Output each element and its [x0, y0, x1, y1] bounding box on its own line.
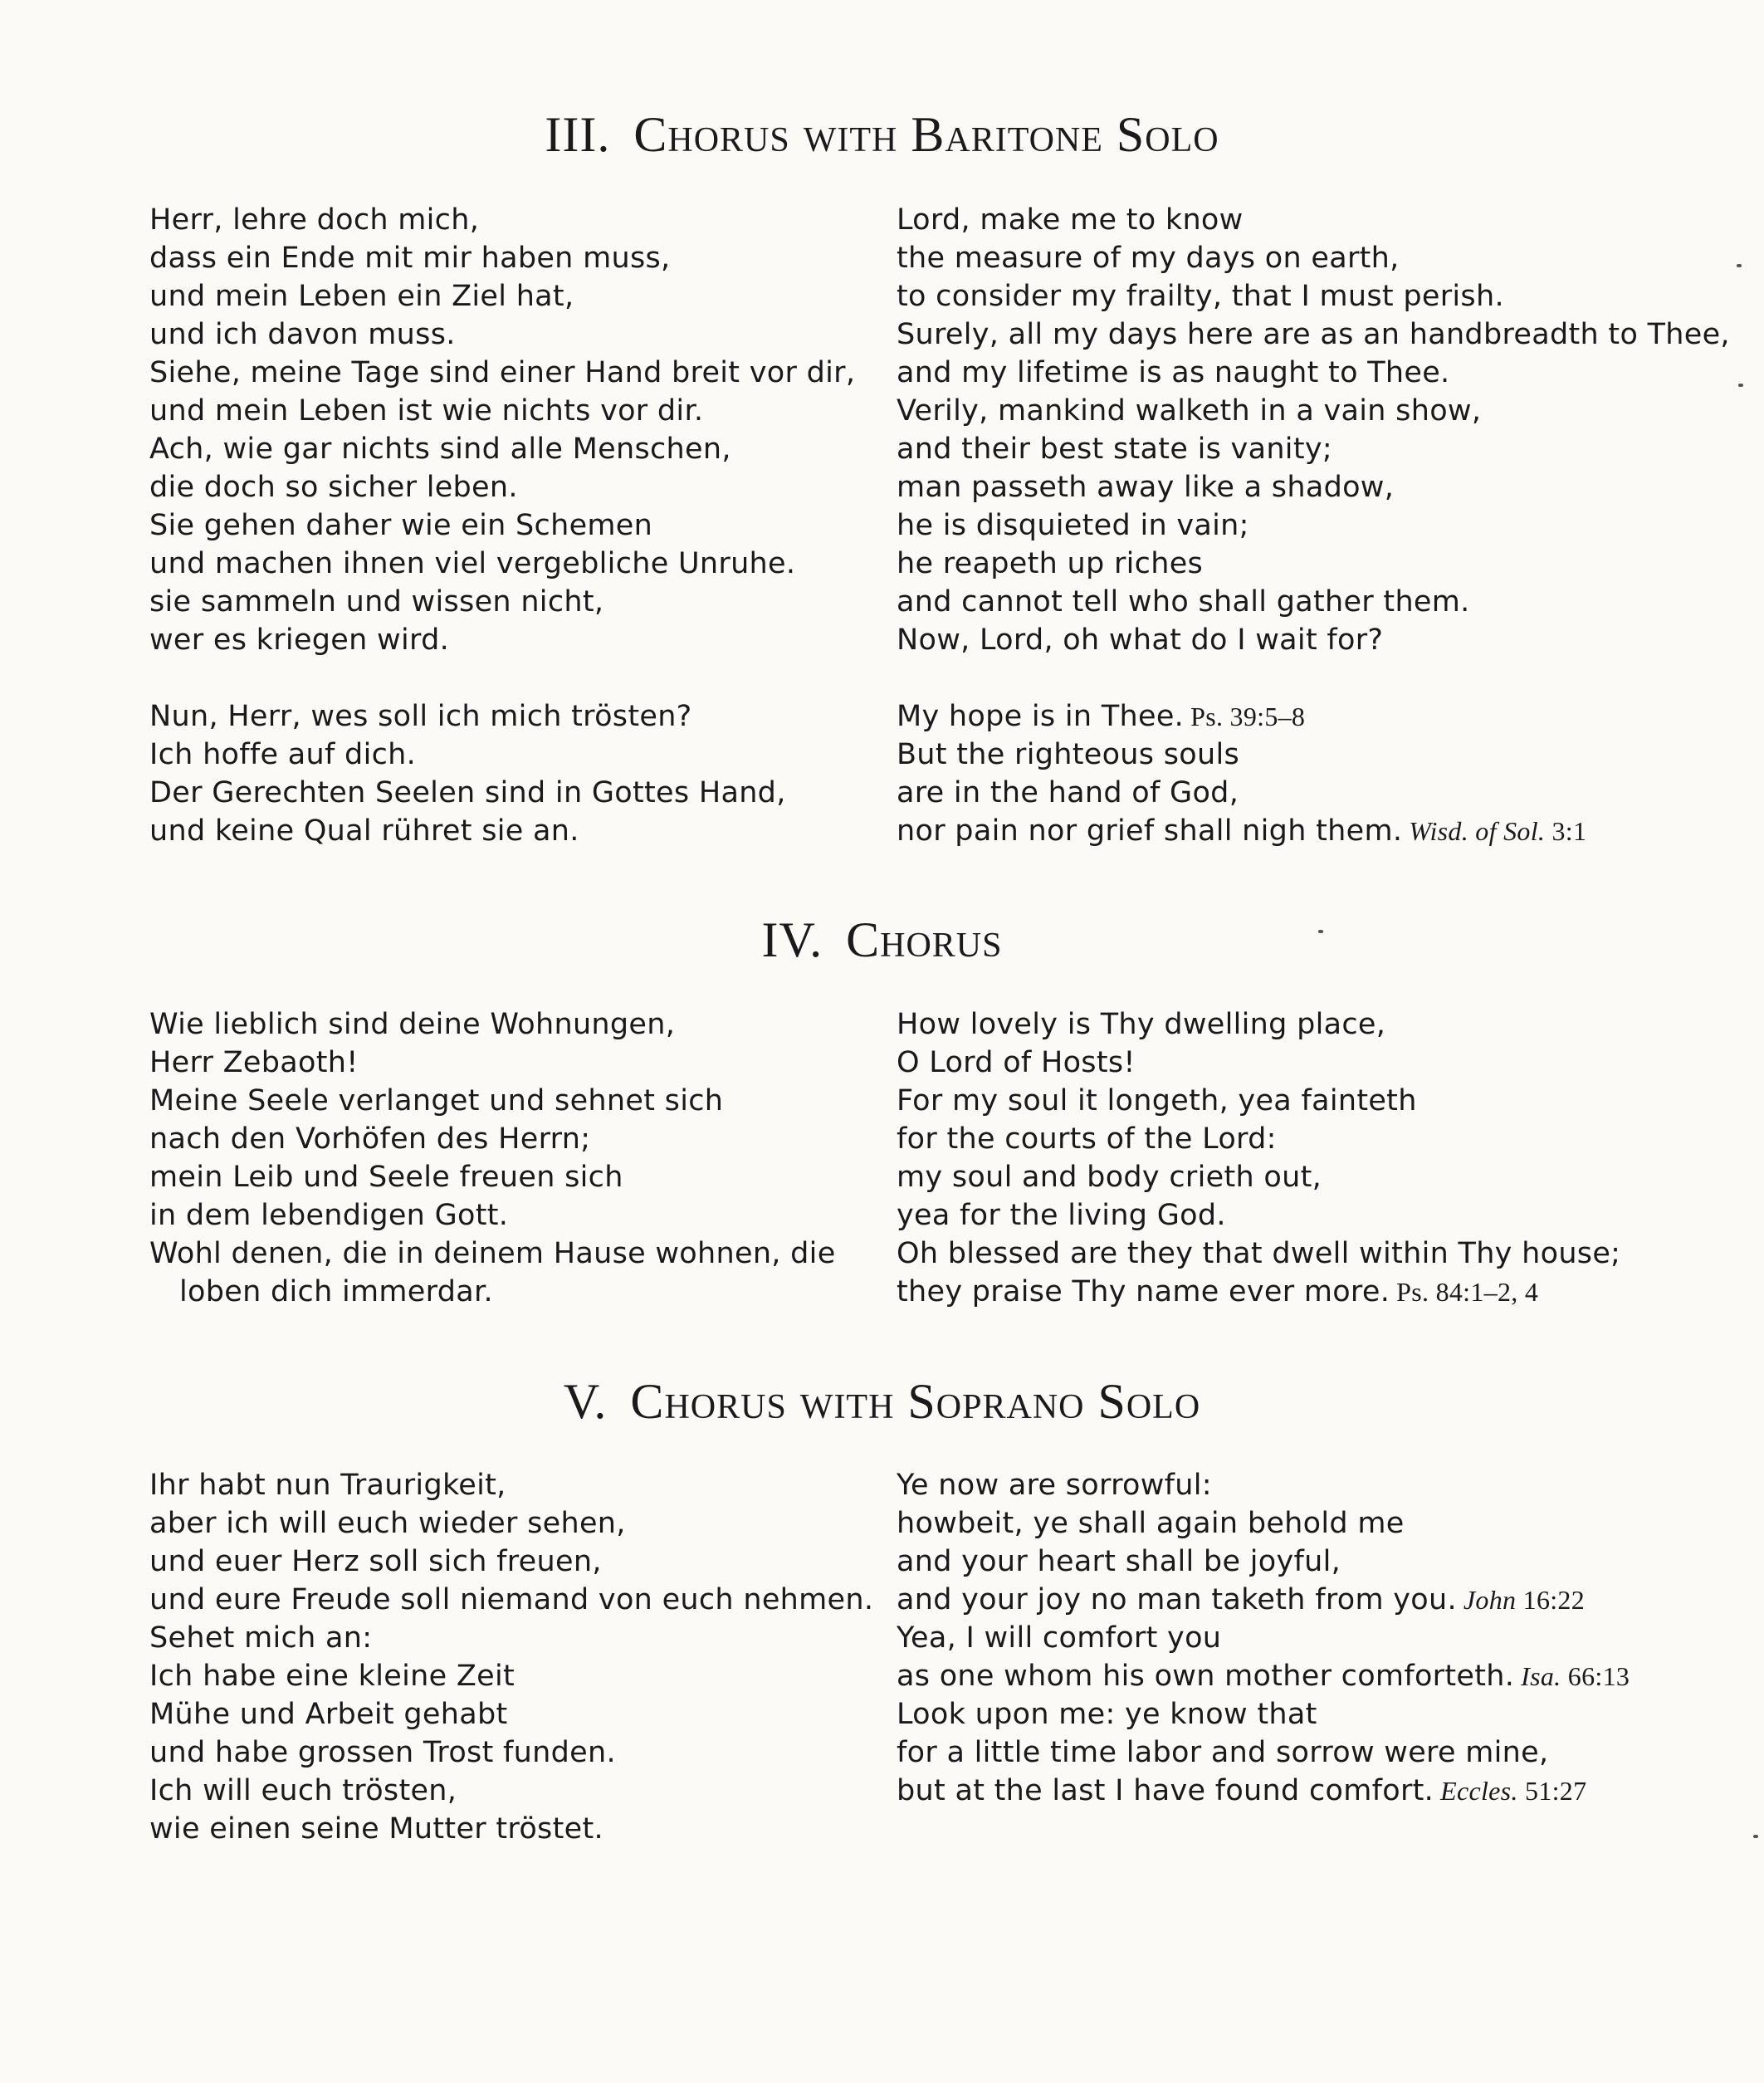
lyric-line: and their best state is vanity; — [897, 433, 1332, 466]
lyric-line: Nun, Herr, wes soll ich mich trösten? — [149, 700, 692, 733]
lyric-line: Oh blessed are they that dwell within Thy house; — [897, 1237, 1621, 1270]
lyric-line: Herr Zebaoth! — [149, 1046, 359, 1079]
lyric-line: Der Gerechten Seelen sind in Gottes Hand, — [149, 776, 786, 809]
lyric-line: Meine Seele verlanget und sehnet sich — [149, 1084, 724, 1117]
lyric-line: und habe grossen Trost funden. — [149, 1736, 616, 1769]
lyric-line: Ich hoffe auf dich. — [149, 738, 417, 771]
scripture-reference: Ps. 39:5–8 — [1190, 702, 1306, 731]
german-text-iii — [149, 201, 855, 850]
lyric-line: and your joy no man taketh from you. John 16:22 — [897, 1583, 1586, 1616]
english-text-v — [897, 1466, 1630, 1810]
lyric-line: Mühe und Arbeit gehabt — [149, 1698, 508, 1731]
lyric-line: for a little time labor and sorrow were mine, — [897, 1736, 1549, 1769]
section-heading-v — [0, 1372, 1764, 1431]
scripture-reference: Isa. 66:13 — [1521, 1661, 1630, 1691]
scan-speck — [1738, 384, 1743, 387]
lyric-line: Wohl denen, die in deinem Hause wohnen, die — [149, 1237, 836, 1270]
lyric-line: Now, Lord, oh what do I wait for? — [897, 623, 1384, 657]
lyric-line: Sie gehen daher wie ein Schemen — [149, 509, 653, 542]
lyric-line: Ihr habt nun Traurigkeit, — [149, 1469, 506, 1502]
lyric-line: as one whom his own mother comforteth. Isa. 66:13 — [897, 1660, 1630, 1693]
scripture-reference: John 16:22 — [1463, 1585, 1586, 1615]
lyric-line: Ach, wie gar nichts sind alle Menschen, — [149, 433, 731, 466]
lyric-line: wer es kriegen wird. — [149, 623, 450, 657]
lyric-line: and cannot tell who shall gather them. — [897, 585, 1470, 619]
lyric-line: nach den Vorhöfen des Herrn; — [149, 1122, 591, 1156]
scan-speck — [1737, 264, 1742, 267]
lyric-line: How lovely is Thy dwelling place, — [897, 1008, 1386, 1041]
lyric-line: Surely, all my days here are as an handbreadth to Thee, — [897, 318, 1730, 351]
lyric-line: Lord, make me to know — [897, 203, 1244, 237]
lyric-line: mein Leib und Seele freuen sich — [149, 1161, 623, 1194]
german-text-v — [149, 1466, 873, 1848]
lyric-line: Wie lieblich sind deine Wohnungen, — [149, 1008, 676, 1041]
section-title: Chorus with Baritone Solo — [633, 107, 1219, 162]
english-text-iv — [897, 1005, 1620, 1311]
lyric-line: yea for the living God. — [897, 1199, 1226, 1232]
section-heading-iv — [0, 910, 1764, 970]
lyric-line: Yea, I will comfort you — [897, 1621, 1222, 1655]
lyric-line: und eure Freude soll niemand von euch nehmen. — [149, 1583, 874, 1616]
section-title: Chorus with Soprano Solo — [630, 1374, 1201, 1429]
lyric-line: nor pain nor grief shall nigh them. Wisd. of Sol. 3:1 — [897, 814, 1587, 848]
lyric-line: For my soul it longeth, yea fainteth — [897, 1084, 1417, 1117]
lyric-line: dass ein Ende mit mir haben muss, — [149, 242, 671, 275]
lyric-line: But the righteous souls — [897, 738, 1240, 771]
lyric-line: und euer Herz soll sich freuen, — [149, 1545, 602, 1578]
lyric-line: sie sammeln und wissen nicht, — [149, 585, 604, 619]
lyric-line: wie einen seine Mutter tröstet. — [149, 1812, 603, 1846]
lyric-line: Verily, mankind walketh in a vain show, — [897, 394, 1482, 428]
scripture-reference: Wisd. of Sol. 3:1 — [1409, 816, 1587, 846]
section-numeral: V. — [563, 1374, 608, 1429]
scripture-reference: Eccles. 51:27 — [1440, 1776, 1587, 1806]
lyric-line: and my lifetime is as naught to Thee. — [897, 356, 1450, 389]
section-numeral: III. — [545, 107, 611, 162]
lyric-line: O Lord of Hosts! — [897, 1046, 1136, 1079]
lyric-line: they praise Thy name ever more. Ps. 84:1–2, 4 — [897, 1275, 1539, 1308]
lyric-line: My hope is in Thee. Ps. 39:5–8 — [897, 700, 1306, 733]
lyric-line: for the courts of the Lord: — [897, 1122, 1277, 1156]
lyric-line: in dem lebendigen Gott. — [149, 1199, 509, 1232]
lyric-line: und ich davon muss. — [149, 318, 456, 351]
lyric-line: und machen ihnen viel vergebliche Unruhe. — [149, 547, 796, 580]
lyric-line: the measure of my days on earth, — [897, 242, 1400, 275]
lyric-line: Siehe, meine Tage sind einer Hand breit vor dir, — [149, 356, 856, 389]
lyric-line: man passeth away like a shadow, — [897, 471, 1395, 504]
scripture-reference: Ps. 84:1–2, 4 — [1396, 1277, 1539, 1307]
scan-speck — [1318, 930, 1323, 933]
english-text-iii — [897, 201, 1730, 850]
section-numeral: IV. — [761, 912, 823, 967]
lyric-line: are in the hand of God, — [897, 776, 1239, 809]
lyric-line: Ich will euch trösten, — [149, 1774, 457, 1807]
lyric-line: Herr, lehre doch mich, — [149, 203, 480, 237]
section-title: Chorus — [846, 912, 1003, 967]
lyric-line: my soul and body crieth out, — [897, 1161, 1322, 1194]
german-text-iv — [149, 1005, 836, 1311]
lyric-line: but at the last I have found comfort. Eccles. 51:27 — [897, 1774, 1587, 1807]
scan-speck — [1753, 1835, 1758, 1838]
lyric-line: und mein Leben ein Ziel hat, — [149, 280, 574, 313]
section-heading-iii — [0, 105, 1764, 164]
lyric-line: loben dich immerdar. — [179, 1275, 493, 1308]
lyric-line: he reapeth up riches — [897, 547, 1204, 580]
lyric-line: Sehet mich an: — [149, 1621, 373, 1655]
lyric-line: die doch so sicher leben. — [149, 471, 518, 504]
lyric-line: und mein Leben ist wie nichts vor dir. — [149, 394, 704, 428]
lyric-line: Ich habe eine kleine Zeit — [149, 1660, 516, 1693]
lyric-line: and your heart shall be joyful, — [897, 1545, 1341, 1578]
lyric-line: he is disquieted in vain; — [897, 509, 1249, 542]
lyric-line: Look upon me: ye know that — [897, 1698, 1317, 1731]
lyric-line: und keine Qual rühret sie an. — [149, 814, 579, 848]
lyric-line: aber ich will euch wieder sehen, — [149, 1507, 626, 1540]
lyric-line: to consider my frailty, that I must perish. — [897, 280, 1504, 313]
lyric-line: Ye now are sorrowful: — [897, 1469, 1212, 1502]
lyric-line: howbeit, ye shall again behold me — [897, 1507, 1405, 1540]
